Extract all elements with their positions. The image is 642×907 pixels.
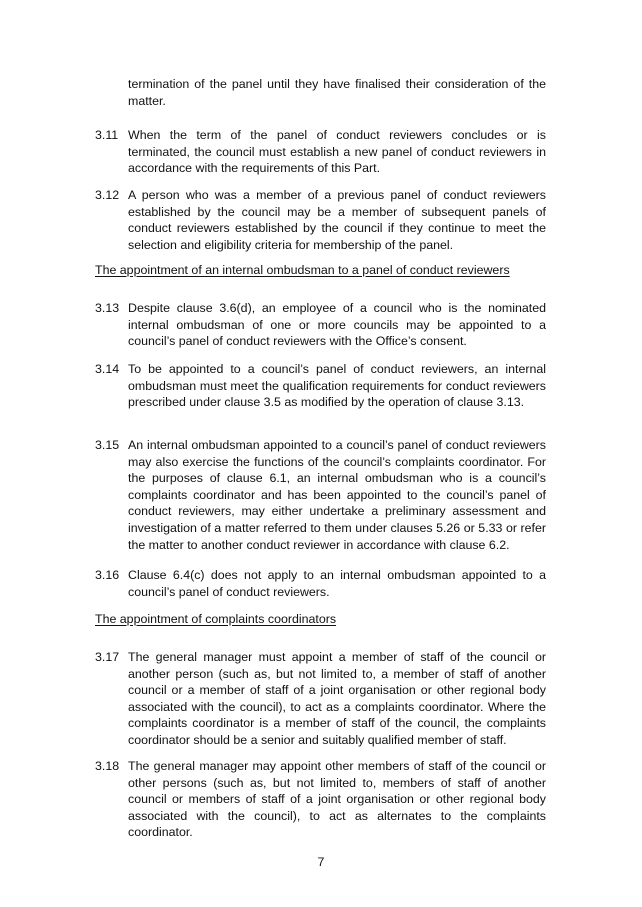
clause-3-17 — [95, 649, 546, 749]
clause-text: Clause 6.4(c) does not apply to an internal ombudsman appointed to a council’s panel of conduct reviewers. — [128, 568, 546, 599]
clause-text: The general manager may appoint other members of staff of the council or other persons (such as, but not limited to, members of staff of another council or members of staff of a joint organisation or other regional body associated with the council), to act as alternates to the complaints coordinator. — [128, 759, 546, 840]
clause-number: 3.17 — [95, 650, 120, 664]
heading-internal-ombudsman: The appointment of an internal ombudsman to a panel of conduct reviewers — [95, 263, 510, 277]
clause-number: 3.13 — [95, 301, 120, 315]
clause-3-18 — [95, 758, 546, 841]
clause-number: 3.16 — [95, 568, 120, 582]
clause-3-16 — [95, 567, 546, 600]
clause-number: 3.14 — [95, 362, 120, 376]
clause-number: 3.11 — [95, 128, 119, 142]
clause-3-11 — [95, 127, 546, 177]
clause-text: When the term of the panel of conduct reviewers concludes or is terminated, the council must establish a new panel of conduct reviewers in accordance with the requirements of this Part. — [128, 128, 546, 176]
clause-text: The general manager must appoint a member of staff of the council or another person (such as, but not limited to, a member of staff of another council or a member of staff of a joint organisation or other regional body associated with the council), to act as a complaints coordinator. Where the complaints coordinator is a member of staff of the council, the complaints coordinator should be a senior and suitably qualified member of staff. — [128, 650, 546, 747]
clause-3-14 — [95, 361, 546, 411]
clause-number: 3.18 — [95, 759, 120, 773]
clause-3-12 — [95, 187, 546, 253]
clause-text: Despite clause 3.6(d), an employee of a council who is the nominated internal ombudsman of one or more councils may be appointed to a council’s panel of conduct reviewers with the Office’s consent. — [128, 301, 546, 349]
page-number: 7 — [317, 855, 325, 869]
clause-3-15 — [95, 437, 546, 553]
heading-complaints-coordinators: The appointment of complaints coordinators — [95, 612, 337, 626]
clause-number: 3.12 — [95, 188, 120, 202]
continuation-paragraph: termination of the panel until they have finalised their consideration of the matter. — [128, 77, 546, 108]
clause-number: 3.15 — [95, 438, 120, 452]
clause-3-13 — [95, 300, 546, 350]
clause-text: An internal ombudsman appointed to a council’s panel of conduct reviewers may also exercise the functions of the council’s complaints coordinator. For the purposes of clause 6.1, an internal ombudsman who is a council’s complaints coordinator and has been appointed to the council’s panel of conduct reviewers, may either undertake a preliminary assessment and investigation of a matter referred to them under clauses 5.26 or 5.33 or refer the matter to another conduct reviewer in accordance with clause 6.2. — [128, 438, 546, 552]
clause-text: A person who was a member of a previous panel of conduct reviewers established by the council may be a member of subsequent panels of conduct reviewers established by the council if they continue to meet the selection and eligibility criteria for membership of the panel. — [128, 188, 546, 252]
clause-text: To be appointed to a council’s panel of conduct reviewers, an internal ombudsman must meet the qualification requirements for conduct reviewers prescribed under clause 3.5 as modified by the operation of clause 3.13. — [128, 362, 546, 410]
